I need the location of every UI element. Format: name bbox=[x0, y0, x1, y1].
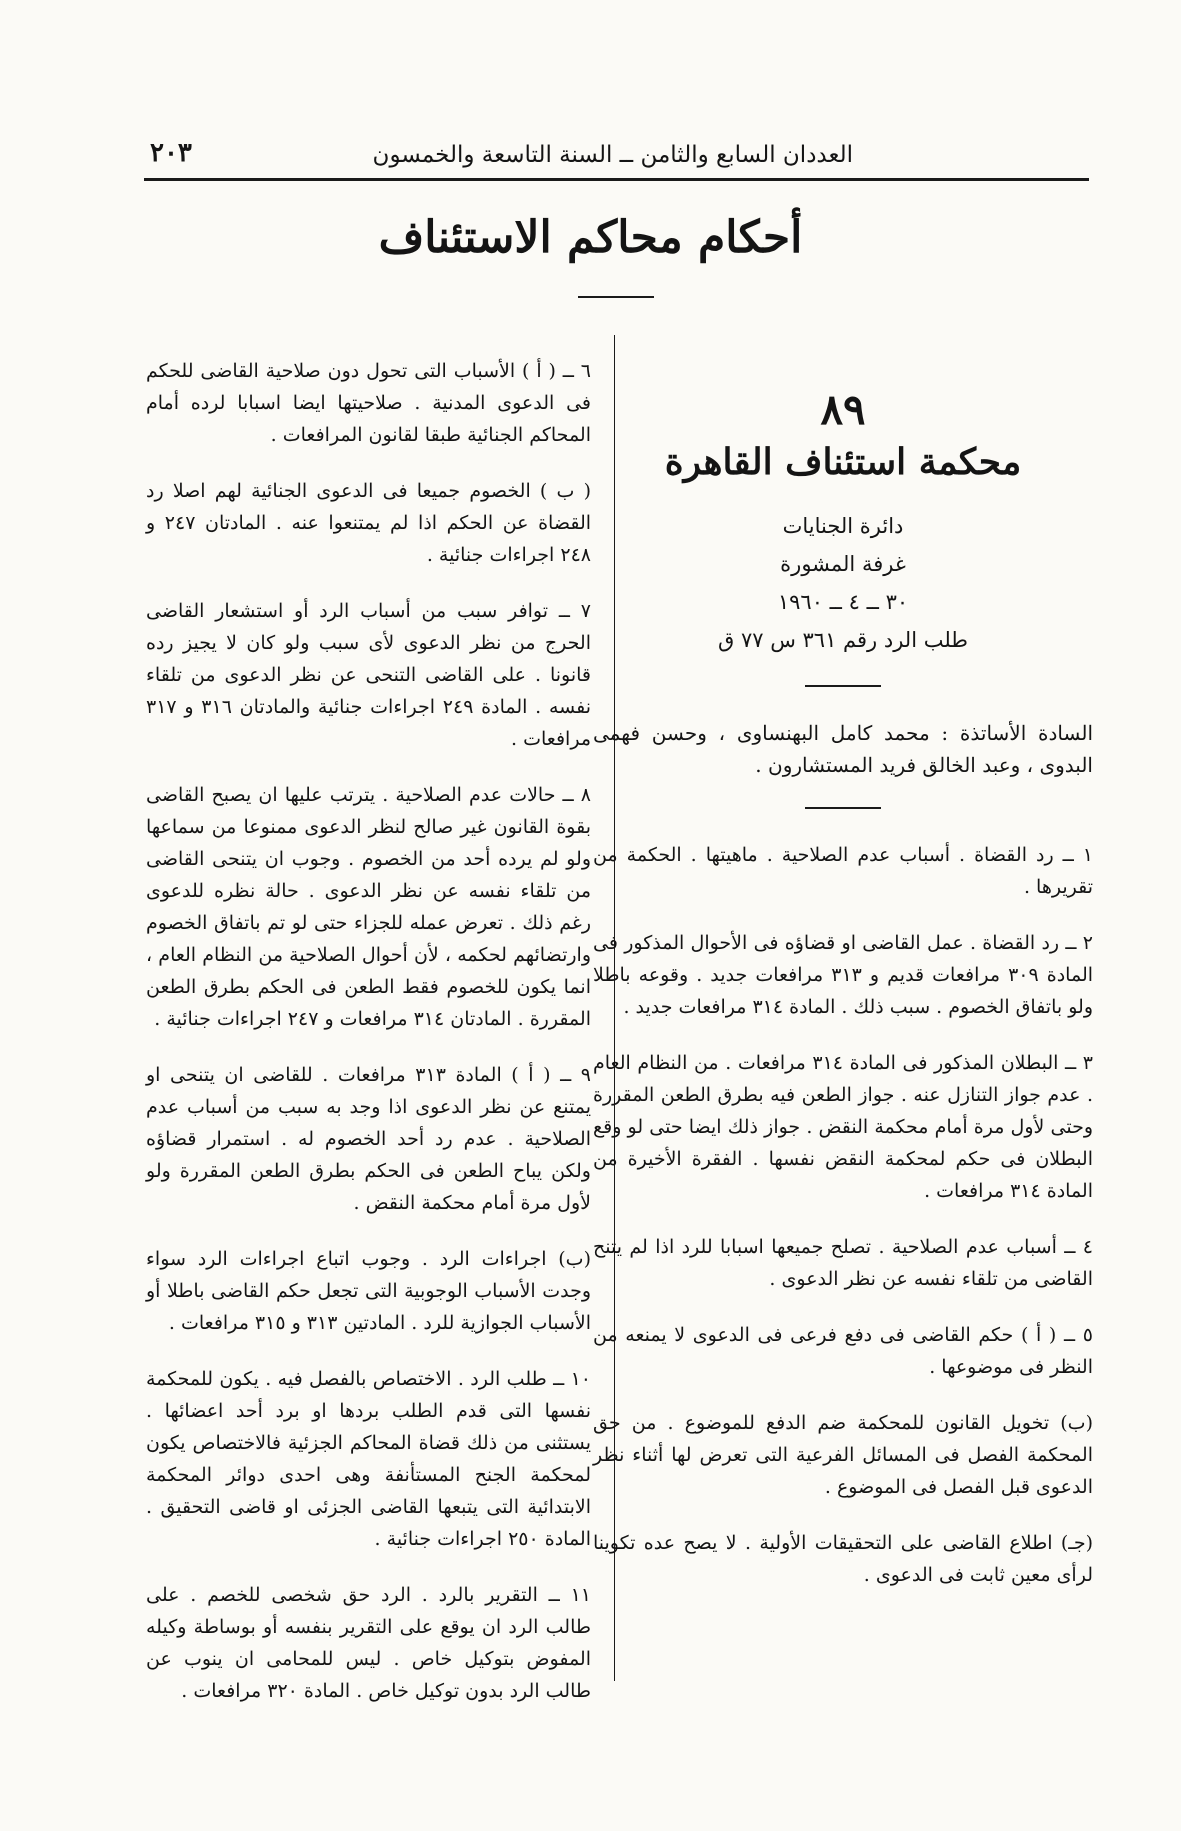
principle-text: ٩ ــ ( أ ) المادة ٣١٣ مرافعات . للقاضى ان يتنحى او يمتنع عن نظر الدعوى اذا وجد به سبب من أسباب عدم الصلاحية . عدم رد أحد الخصوم له . استمرار قضاؤه ولكن يباح الطعن فى الحكم بطرق الطعن المقررة ولو لأول مرة أمام محكمة النقض . bbox=[146, 1064, 591, 1214]
principle-3 bbox=[593, 1047, 1093, 1207]
principle-9a bbox=[146, 1059, 591, 1219]
judges-list: السادة الأساتذة : محمد كامل البهنساوى ، وحسن فهمى البدوى ، وعبد الخالق فريد المستشارون . bbox=[593, 721, 1093, 777]
divider-rule bbox=[805, 685, 881, 687]
judgment-date: ٣٠ ــ ٤ ــ ١٩٦٠ bbox=[777, 590, 909, 614]
header-rule bbox=[144, 178, 1089, 181]
principle-text: ٤ ــ أسباب عدم الصلاحية . تصلح جميعها اسبابا للرد اذا لم يتنح القاضى من تلقاء نفسه عن نظر الدعوى . bbox=[593, 1236, 1093, 1290]
principle-7 bbox=[146, 595, 591, 755]
principle-text: ٥ ــ ( أ ) حكم القاضى فى دفع فرعى فى الدعوى لا يمنعه من النظر فى موضوعها . bbox=[593, 1324, 1093, 1378]
principle-text: (ب) تخويل القانون للمحكمة ضم الدفع للموضوع . من حق المحكمة الفصل فى المسائل الفرعية التى تعرض لها أثناء نظر الدعوى قبل الفصل فى الموضوع . bbox=[593, 1412, 1093, 1498]
section-title: أحكام محاكم الاستئناف bbox=[378, 212, 803, 263]
principle-text: (ب) اجراءات الرد . وجوب اتباع اجراءات الرد سواء وجدت الأسباب الوجوبية التى تجعل حكم القاضى باطلا أو الأسباب الجوازية للرد . المادتين ٣١٣ و ٣١٥ مرافعات . bbox=[146, 1248, 591, 1334]
circuit-name: دائرة الجنايات bbox=[782, 514, 904, 538]
principle-text: ٨ ــ حالات عدم الصلاحية . يترتب عليها ان يصبح القاضى بقوة القانون غير صالح لنظر الدعوى ممنوعا من سماعها ولو لم يرده أحد من الخصوم . وجوب ان يتنحى القاضى من تلقاء نفسه عن نظر الدعوى . حالة نظره للدعوى رغم ذلك . تعرض عمله للجزاء حتى لو تم باتفاق الخصوم وارتضائهم لحكمه ، لأن أحوال الصلاحية من النظام العام ، انما يكون للخصوم فقط الطعن فى الحكم بطرق الطعن المقررة . المادتان ٣١٤ مرافعات و ٢٤٧ اجراءات جنائية . bbox=[146, 784, 591, 1030]
principle-text: ١١ ــ التقرير بالرد . الرد حق شخصى للخصم . على طالب الرد ان يوقع على التقرير بنفسه أو بوساطة وكيله المفوض بتوكيل خاص . ليس للمحامى ان ينوب عن طالب الرد بدون توكيل خاص . المادة ٣٢٠ مرافعات . bbox=[146, 1584, 591, 1702]
divider-rule bbox=[805, 807, 881, 809]
principle-11 bbox=[146, 1579, 591, 1707]
right-column bbox=[593, 355, 1093, 1615]
principle-1 bbox=[593, 839, 1093, 903]
principle-8 bbox=[146, 779, 591, 1035]
principle-text: ( ب ) الخصوم جميعا فى الدعوى الجنائية لهم اصلا رد القضاة عن الحكم اذا لم يمتنعوا عنه . المادتان ٢٤٧ و ٢٤٨ اجراءات جنائية . bbox=[146, 480, 592, 566]
principle-2 bbox=[593, 927, 1093, 1023]
case-number: ٨٩ bbox=[820, 385, 866, 434]
principle-5b bbox=[593, 1407, 1093, 1503]
principle-text: (جـ) اطلاع القاضى على التحقيقات الأولية . لا يصح عده تكوينا لرأى معين ثابت فى الدعوى . bbox=[593, 1532, 1093, 1586]
principle-text: ٣ ــ البطلان المذكور فى المادة ٣١٤ مرافعات . من النظام العام . عدم جواز التنازل عنه . جواز الطعن فيه بطرق الطعن المقررة وحتى لأول مرة أمام محكمة النقض . جواز ذلك ايضا حتى لو وقع البطلان فى حكم لمحكمة النقض نفسها . الفقرة الأخيرة من المادة ٣١٤ مرافعات . bbox=[593, 1052, 1093, 1202]
chamber-name: غرفة المشورة bbox=[780, 552, 906, 576]
principle-5c bbox=[593, 1527, 1093, 1591]
court-name: محكمة استئناف القاهرة bbox=[664, 441, 1022, 483]
running-title: العددان السابع والثامن ــ السنة التاسعة والخمسون bbox=[372, 142, 853, 168]
principle-4 bbox=[593, 1231, 1093, 1295]
principle-text: ٦ ــ ( أ ) الأسباب التى تحول دون صلاحية القاضى للحكم فى الدعوى المدنية . صلاحيتها ايضا اسبابا لرده أمام المحاكم الجنائية طبقا لقانون المرافعات . bbox=[146, 360, 591, 446]
principle-10 bbox=[146, 1363, 591, 1555]
principle-6a bbox=[146, 355, 591, 451]
running-header bbox=[150, 128, 853, 168]
request-number: طلب الرد رقم ٣٦١ س ٧٧ ق bbox=[717, 628, 968, 652]
principle-text: ١ ــ رد القضاة . أسباب عدم الصلاحية . ماهيتها . الحكمة من تقريرها . bbox=[593, 844, 1093, 898]
principle-text: ٢ ــ رد القضاة . عمل القاضى او قضاؤه فى الأحوال المذكور فى المادة ٣٠٩ مرافعات قديم و ٣١٣ مرافعات جديد . وقوعه باطلا ولو باتفاق الخصوم . سبب ذلك . المادة ٣١٤ مرافعات جديد . bbox=[593, 932, 1094, 1018]
left-column bbox=[146, 355, 591, 1731]
principle-text: ٧ ــ توافر سبب من أسباب الرد أو استشعار القاضى الحرج من نظر الدعوى لأى سبب ولو كان لا يجيز رده قانونا . على القاضى التنحى عن نظر الدعوى من تلقاء نفسه . المادة ٢٤٩ اجراءات جنائية والمادتان ٣١٦ و ٣١٧ مرافعات . bbox=[146, 600, 591, 750]
principle-6b bbox=[146, 475, 591, 571]
page-number: ٢٠٣ bbox=[150, 138, 192, 168]
principle-9b bbox=[146, 1243, 591, 1339]
title-rule bbox=[578, 296, 654, 298]
principle-5a bbox=[593, 1319, 1093, 1383]
principle-text: ١٠ ــ طلب الرد . الاختصاص بالفصل فيه . يكون للمحكمة نفسها التى قدم الطلب بردها او برد أحد اعضائها . يستثنى من ذلك قضاة المحاكم الجزئية فالاختصاص يكون لمحكمة الجنح المستأنفة وهى احدى دوائر المحكمة الابتدائية التى يتبعها القاضى الجزئى او قاضى التحقيق . المادة ٢٥٠ اجراءات جنائية . bbox=[146, 1368, 591, 1550]
